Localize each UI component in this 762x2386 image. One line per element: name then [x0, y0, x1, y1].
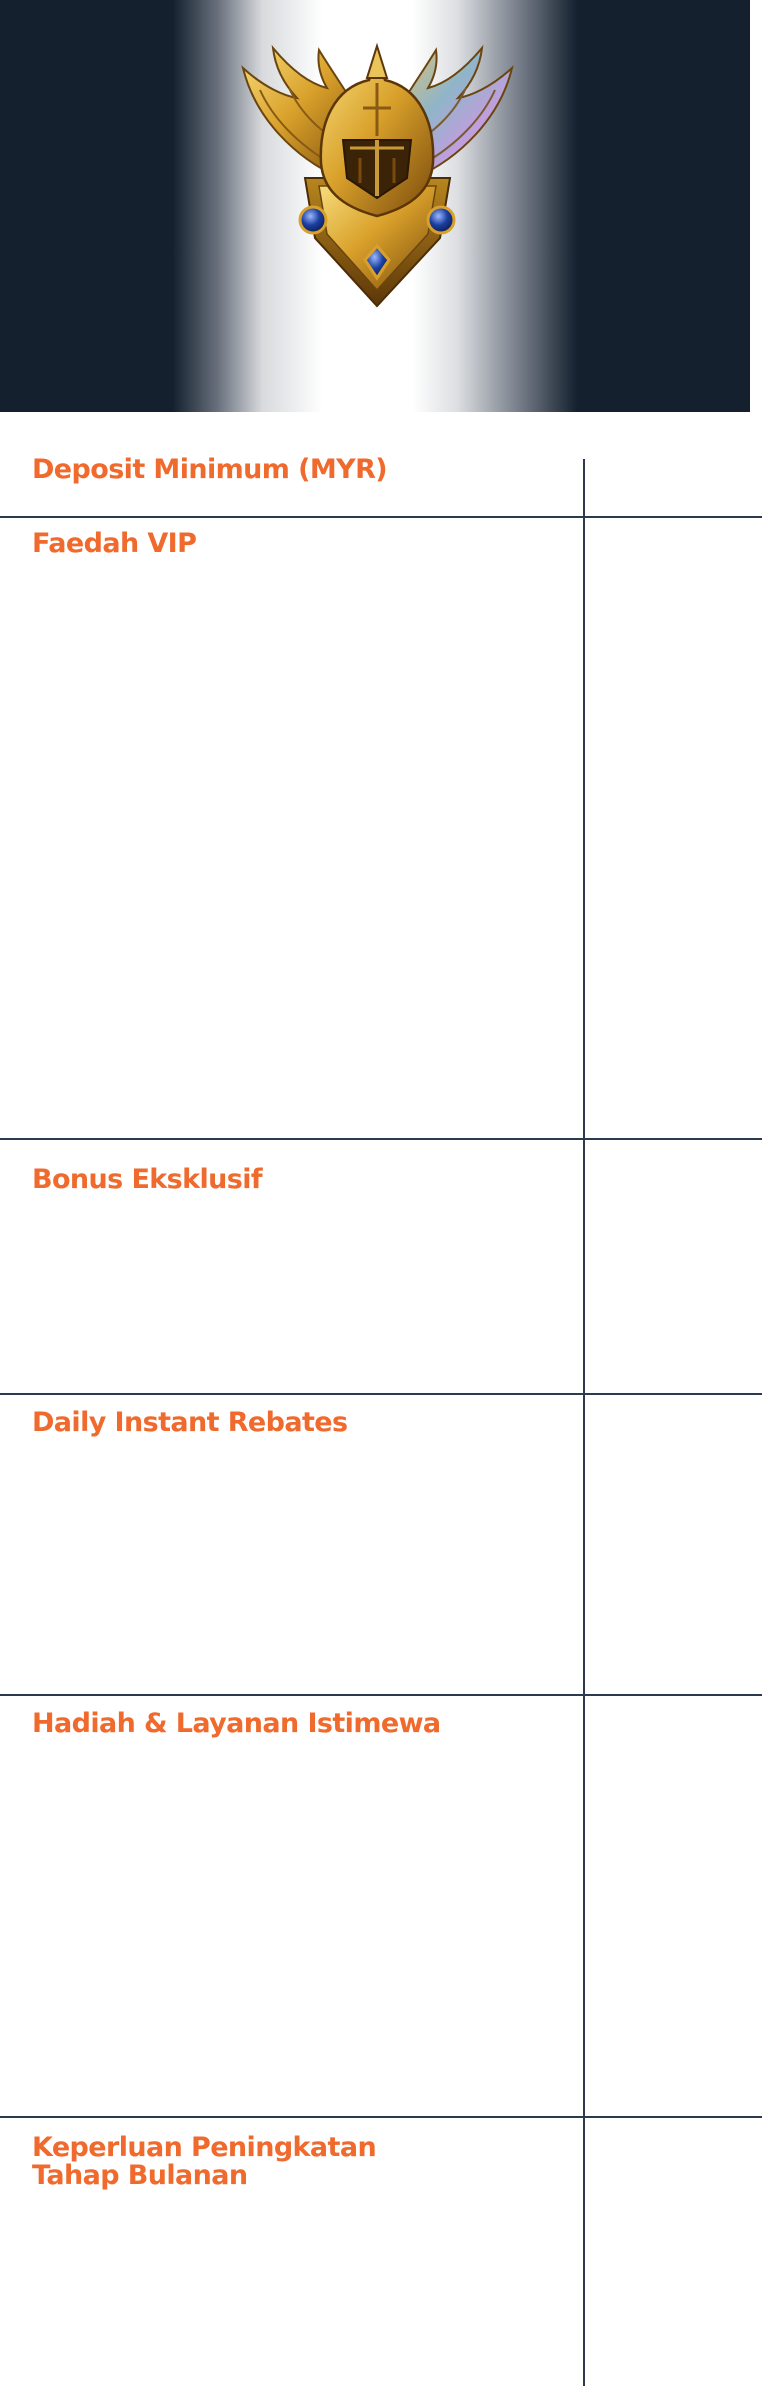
row-divider	[0, 2116, 762, 2118]
row-label-daily-instant-rebates: Daily Instant Rebates	[32, 1407, 348, 1438]
row-label-monthly-upgrade-requirement: Keperluan Peningkatan Tahap Bulanan	[32, 2132, 377, 2191]
row-label-vip-benefits: Faedah VIP	[32, 528, 197, 559]
vip-tier-banner	[0, 0, 750, 412]
row-divider	[0, 1393, 762, 1395]
vip-benefits-table	[0, 412, 762, 2386]
gold-knight-helmet-emblem-icon	[235, 28, 520, 313]
row-label-rewards-special-services: Hadiah & Layanan Istimewa	[32, 1708, 441, 1739]
row-label-exclusive-bonus: Bonus Eksklusif	[32, 1164, 263, 1195]
row-label-minimum-deposit: Deposit Minimum (MYR)	[32, 454, 388, 485]
row-divider	[0, 516, 762, 518]
column-divider	[583, 459, 585, 2386]
row-divider	[0, 1694, 762, 1696]
row-divider	[0, 1138, 762, 1140]
